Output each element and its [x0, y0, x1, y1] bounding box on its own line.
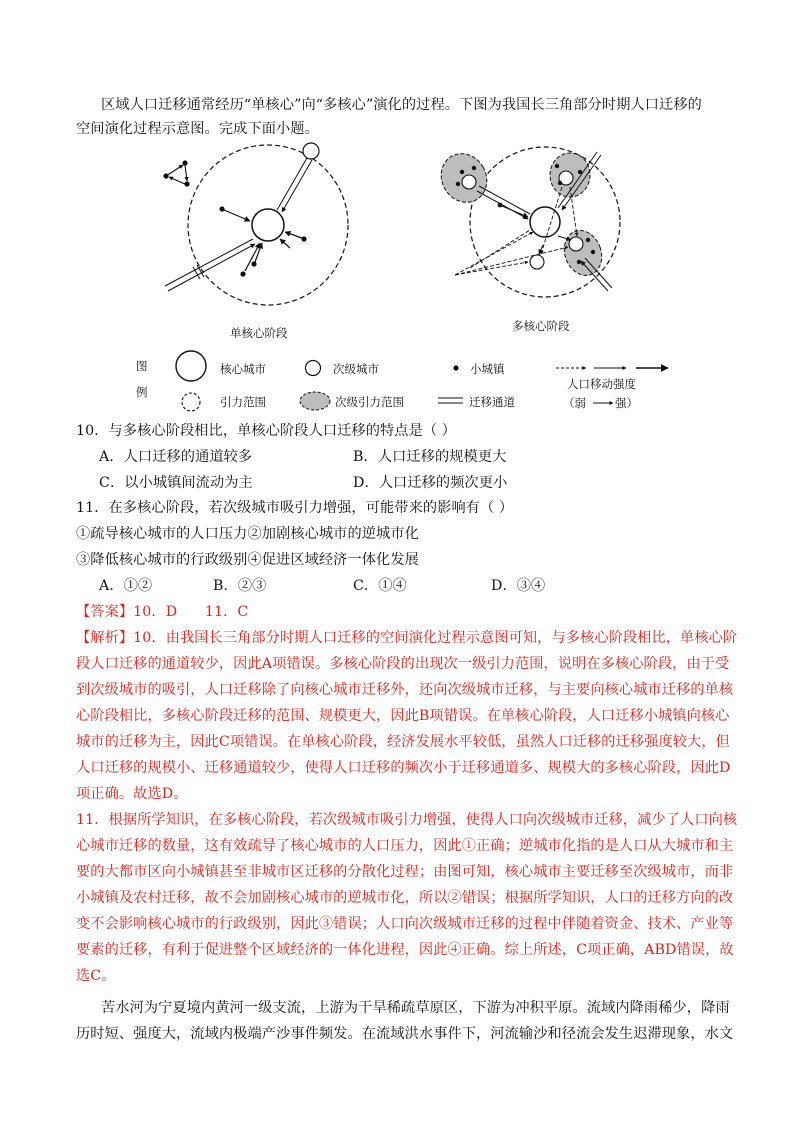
stage-multi-label: 多核心阶段 — [512, 319, 570, 333]
core-city — [252, 209, 284, 241]
q11-stem: 11．在多核心阶段，若次级城市吸引力增强，可能带来的影响有（ ） — [76, 500, 514, 516]
intro-line-2: 空间演化过程示意图。完成下面小题。 — [76, 121, 319, 137]
legend-strength-range-end: 强） — [615, 396, 638, 410]
analysis-line-7: 项正确。故选D。 — [76, 786, 188, 802]
legend-title-1: 图 — [136, 359, 148, 373]
q10-option-b[interactable]: B．人口迁移的规模更大 — [353, 449, 507, 465]
analysis-line-12: 变不会影响核心城市的行政级别，因此③错误；人口向次级城市迁移的过程中伴随着资金、技术、产业等 — [76, 916, 734, 932]
legend-secondary-gravity-icon — [300, 392, 330, 410]
analysis-line-5: 城市的迁移为主，因此C项错误。在单核心阶段，经济发展水平较低，虽然人口迁移的迁移强度较大，但 — [76, 734, 730, 750]
legend-secondary-city: 次级城市 — [333, 362, 379, 376]
q10-option-d[interactable]: D．人口迁移的频次更小 — [353, 475, 508, 491]
legend-title-2: 例 — [136, 385, 148, 399]
analysis-line-6: 人口迁移的规模小、迁移通道较少，使得人口迁移的频次小于迁移通道多、规模大的多核心阶段，因此D — [76, 760, 731, 776]
analysis-line-2: 段人口迁移的通道较少，因此A项错误。多核心阶段的出现次一级引力范围，说明在多核心阶段，由于受 — [76, 656, 730, 672]
legend-strength-label: 人口移动强度 — [567, 377, 636, 391]
legend-small-town-icon — [453, 365, 458, 370]
answer-line — [76, 601, 248, 623]
legend-small-town: 小城镇 — [470, 362, 505, 376]
legend-channel: 迁移通道 — [469, 395, 515, 409]
migration-figure — [0, 0, 800, 420]
q10-stem: 10．与多核心阶段相比，单核心阶段人口迁移的特点是（ ） — [76, 423, 457, 439]
single-core-diagram — [163, 143, 348, 305]
analysis-line-13: 要素的迁移，有利于促进整个区域经济的一体化进程，因此④正确。综上所述，C项正确，ABD错误，故 — [76, 942, 734, 958]
q11-option-b[interactable]: B．②③ — [213, 578, 267, 594]
analysis-line-4: 心阶段相比，多核心阶段迁移的范围、规模更大，因此B项错误。在单核心阶段，人口迁移小城镇向核心 — [76, 708, 730, 724]
next-passage-line-1: 苦水河为宁夏境内黄河一级支流，上游为干旱稀疏草原区，下游为冲积平原。流域内降雨稀少，降雨 — [101, 1000, 730, 1016]
q11-option-d[interactable]: D．③④ — [491, 578, 546, 594]
legend-core-city-icon — [176, 351, 206, 381]
analysis-line-14: 选C。 — [76, 968, 116, 984]
analysis-line-3: 到次级城市的吸引，人口迁移除了向核心城市迁移外，还向次级城市迁移，与主要向核心城市迁移的单核 — [76, 682, 734, 698]
analysis-line-9: 心城市迁移的数量，这有效疏导了核心城市的人口压力，因此①正确；逆城市化指的是人口从大城市和主 — [76, 838, 734, 854]
multi-core-diagram — [432, 145, 620, 297]
q10-option-a[interactable]: A．人口迁移的通道较多 — [99, 449, 253, 465]
legend-gravity-icon — [182, 393, 200, 411]
intro-line-1: 区域人口迁移通常经历“单核心”向“多核心”演化的过程。下图为我国长三角部分时期人口迁移的 — [101, 97, 702, 113]
secondary-gravity-right — [558, 225, 608, 281]
stage-single-label: 单核心阶段 — [230, 326, 288, 340]
legend-secondary-gravity: 次级引力范围 — [335, 395, 404, 409]
legend-secondary-city-icon — [306, 361, 321, 376]
legend-strength-range: （弱 — [563, 396, 586, 410]
q11-option-c[interactable]: C．①④ — [353, 578, 407, 594]
legend-core-city: 核心城市 — [220, 362, 266, 376]
q10-option-c[interactable]: C．以小城镇间流动为主 — [99, 475, 253, 491]
analysis-line-1: 【解析】10．由我国长三角部分时期人口迁移的空间演化过程示意图可知，与多核心阶段相比，单核心阶 — [76, 630, 738, 646]
core-city-multi — [530, 207, 560, 237]
legend — [136, 351, 668, 411]
answer-tag: 【答案】 — [76, 604, 134, 620]
legend-gravity: 引力范围 — [220, 395, 266, 409]
analysis-line-11: 小城镇及农村迁移，故不会加剧核心城市的逆城市化，所以②错误；根据所学知识，人口的迁移方向的改 — [76, 890, 734, 906]
answer-text: 10．D 11．C — [133, 604, 249, 620]
q11-statement-2: ③降低核心城市的行政级别④促进区域经济一体化发展 — [76, 552, 419, 568]
analysis-line-8: 11．根据所学知识，在多核心阶段，若次级城市吸引力增强，使得人口向次级城市迁移，减少了人口向核 — [76, 812, 738, 828]
next-passage-line-2: 历时短、强度大，流域内极端产沙事件频发。在流域洪水事件下，河流输沙和径流会发生迟滞现象，水文 — [76, 1026, 734, 1042]
analysis-line-10: 要的大都市区向小城镇甚至非城市区迁移的分散化过程；由图可知，核心城市主要迁移至次级城市，而非 — [76, 864, 734, 880]
q11-statement-1: ①疏导核心城市的人口压力②加剧核心城市的逆城市化 — [76, 526, 419, 542]
secondary-city — [303, 143, 319, 159]
analysis-tag: 【解析】 — [76, 630, 134, 646]
q11-option-a[interactable]: A．①② — [99, 578, 153, 594]
